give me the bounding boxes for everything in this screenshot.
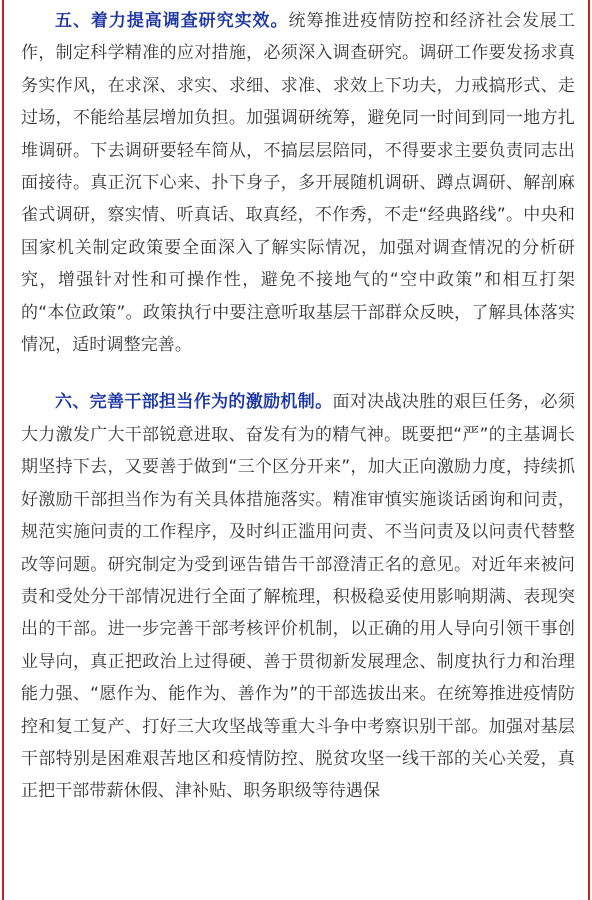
right-border-rule [588,0,590,900]
article-body [21,5,575,808]
section-six-paragraph [21,386,575,807]
section-six-text: 面对决战决胜的艰巨任务，必须大力激发广大干部锐意进取、奋发有为的精气神。既要把“严”的主基调长期坚持下去，又要善于做到“三个区分开来”，加大正向激励力度，持续抓好激励干部担当作为有关具体措施落实。精准审慎实施谈话函询和问责，规范实施问责的工作程序，及时纠正滥用问责、不当问责及以问责代替整改等问题。研究制定为受到诬告错告干部澄清正名的意见。对近年来被问责和受处分干部情况进行全面了解梳理，积极稳妥使用影响期满、表现突出的干部。进一步完善干部考核评价机制，以正确的用人导向引领干事创业导向，真正把政治上过得硬、善于贯彻新发展理念、制度执行力和治理能力强、“愿作为、能作为、善作为”的干部选拔出来。在统筹推进疫情防控和复工复产、打好三大攻坚战等重大斗争中考察识别干部。加强对基层干部特别是困难艰苦地区和疫情防控、脱贫攻坚一线干部的关心关爱，真正把干部带薪休假、津补贴、职务职级等待遇保 [21,392,575,802]
section-five-heading: 五、着力提高调查研究实效。 [55,11,289,31]
left-border-rule [2,0,4,900]
section-six-heading: 六、完善干部担当作为的激励机制。 [55,392,333,413]
section-five-text: 统筹推进疫情防控和经济社会发展工作，制定科学精准的应对措施，必须深入调查研究。调研工作要发扬求真务实作风，在求深、求实、求细、求准、求效上下功夫，力戒搞形式、走过场，不能给基层增加负担。加强调研统筹，避免同一时间到同一地方扎堆调研。下去调研要轻车简从，不搞层层陪同，不得要求主要负责同志出面接待。真正沉下心来、扑下身子，多开展随机调研、蹲点调研、解剖麻雀式调研，察实情、听真话、取真经，不作秀，不走“经典路线”。中央和国家机关制定政策要全面深入了解实际情况，加强对调查情况的分析研究，增强针对性和可操作性，避免不接地气的“空中政策”和相互打架的“本位政策”。政策执行中要注意听取基层干部群众反映，了解具体落实情况，适时调整完善。 [21,11,575,356]
section-five-paragraph [21,5,575,361]
